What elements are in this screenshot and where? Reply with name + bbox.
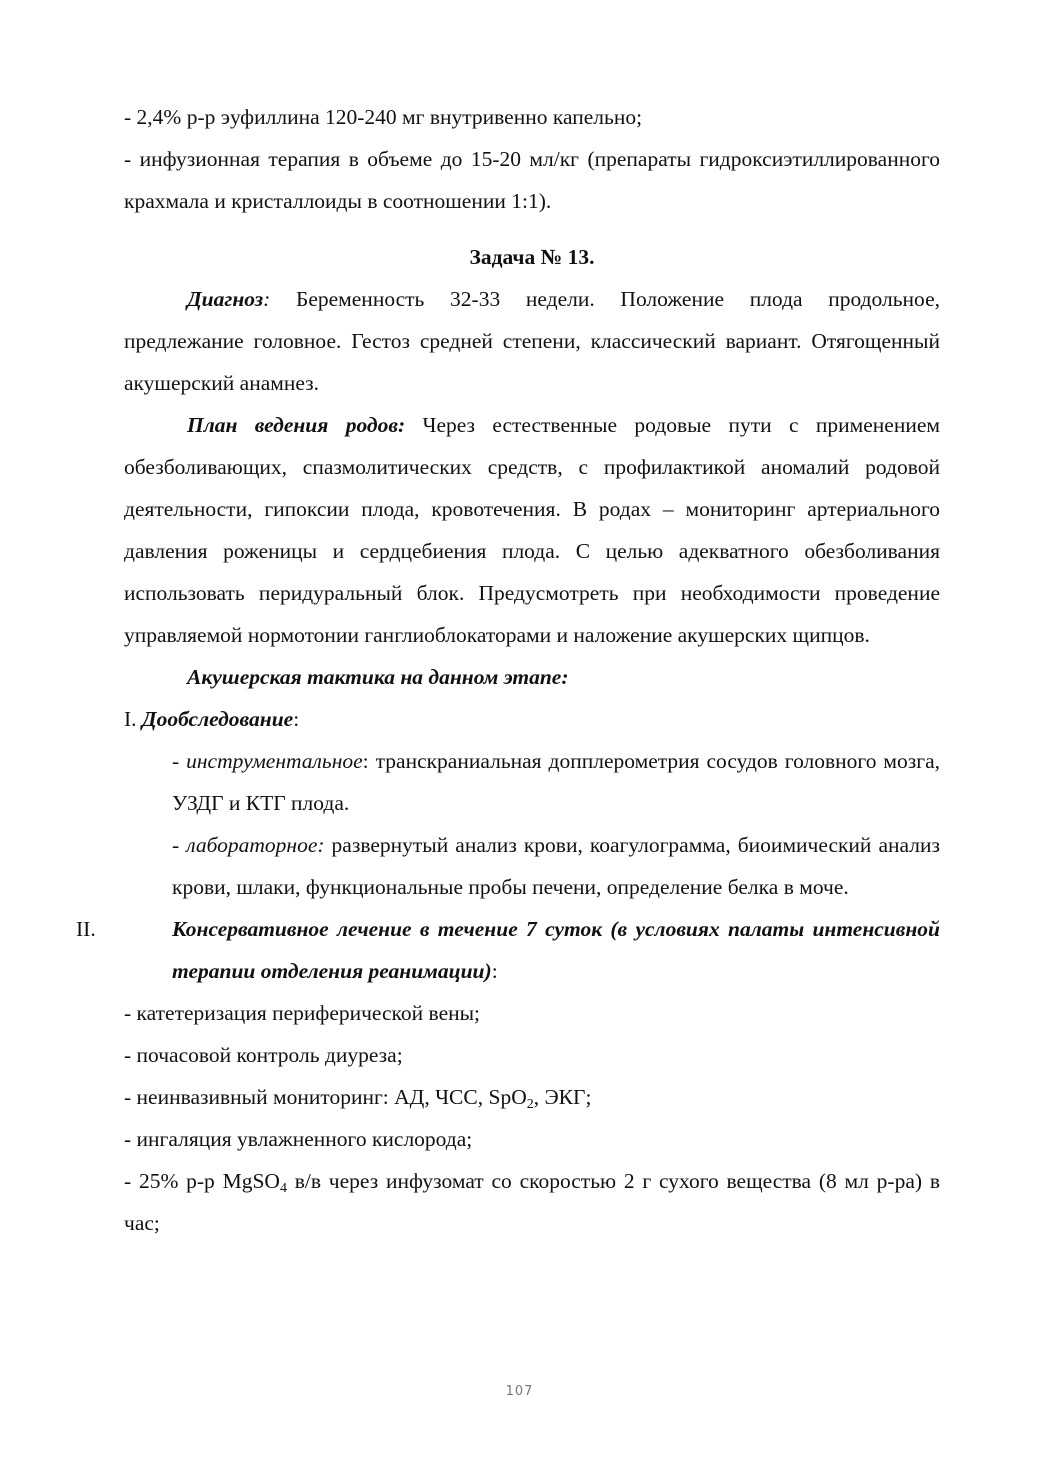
- treatment-item-monitoring: [124, 1076, 940, 1118]
- diagnosis-text: Беременность 32-33 недели. Положение плода продольное, предлежание головное. Гестоз средней степени, классический вариант. Отягощенный акушерский анамнез.: [124, 287, 940, 395]
- section-2-number: II.: [76, 917, 96, 941]
- spo2-subscript: 2: [526, 1097, 534, 1112]
- diagnosis-paragraph: [124, 278, 940, 404]
- plan-paragraph: [124, 404, 940, 656]
- exam-label-instrumental: инструментальное: [186, 749, 363, 773]
- item-dash: -: [172, 749, 187, 773]
- section-1-label: Дообследование: [141, 707, 294, 731]
- list-item: - инфузионная терапия в объеме до 15-20 мл/кг (препараты гидроксиэтиллированного крахмала и кристаллоиды в соотношении 1:1).: [124, 147, 940, 213]
- diagnosis-label: Диагноз: [187, 287, 264, 311]
- section-1-number: I.: [124, 707, 137, 731]
- section-1-colon: :: [293, 707, 300, 731]
- exam-text-instrumental: транскраниальная допплерометрия сосудов головного мозга, УЗДГ и КТГ плода.: [172, 749, 940, 815]
- magnesium-text-end: в/в через инфузомат со скоростью 2 г сухого вещества (8 мл р-ра) в час;: [124, 1169, 940, 1235]
- section-2-colon: :: [491, 959, 498, 983]
- treatment-item: - почасовой контроль диуреза;: [124, 1043, 403, 1067]
- item-dash: -: [172, 833, 187, 857]
- treatment-item: - катетеризация периферической вены;: [124, 1001, 481, 1025]
- section-2-label: Консервативное лечение в течение 7 суток (в условиях палаты интенсивной терапии отделения реанимации): [172, 917, 940, 983]
- item-colon: :: [362, 749, 369, 773]
- monitoring-text: - неинвазивный мониторинг: АД, ЧСС, SpO: [124, 1085, 527, 1109]
- diagnosis-colon: :: [263, 287, 271, 311]
- exam-text-laboratory: развернутый анализ крови, коагулограмма, биоимический анализ крови, шлаки, функциональные пробы печени, определение белка в моче.: [172, 833, 940, 899]
- treatment-item: - ингаляция увлажненного кислорода;: [124, 1127, 473, 1151]
- magnesium-text: - 25% р-р MgSO: [124, 1169, 280, 1193]
- monitoring-text-end: , ЭКГ;: [533, 1085, 592, 1109]
- task-title: Задача № 13.: [469, 245, 595, 269]
- section-1-heading: [124, 698, 940, 740]
- tactics-heading: Акушерская тактика на данном этапе:: [187, 665, 569, 689]
- exam-label-laboratory: лабораторное:: [186, 833, 325, 857]
- section-2-heading: [76, 908, 940, 992]
- mgso4-subscript: 4: [279, 1181, 287, 1196]
- list-item: - 2,4% р-р эуфиллина 120-240 мг внутривенно капельно;: [124, 105, 643, 129]
- document-page: [76, 96, 940, 1244]
- treatment-item-magnesium: [124, 1160, 940, 1244]
- exam-item-laboratory: [124, 824, 940, 908]
- plan-text: Через естественные родовые пути с применением обезболивающих, спазмолитических средств, с профилактикой аномалий родовой деятельности, гипоксии плода, кровотечения. В родах – мониторинг артериального давления роженицы и сердцебиения плода. С целью адекватного обезболивания использовать перидуральный блок. Предусмотреть при необходимости проведение управляемой нормотонии ганглиоблокаторами и наложение акушерских щипцов.: [124, 413, 940, 647]
- exam-item-instrumental: [124, 740, 940, 824]
- page-number: 107: [505, 1384, 534, 1399]
- plan-label: План ведения родов:: [187, 413, 406, 437]
